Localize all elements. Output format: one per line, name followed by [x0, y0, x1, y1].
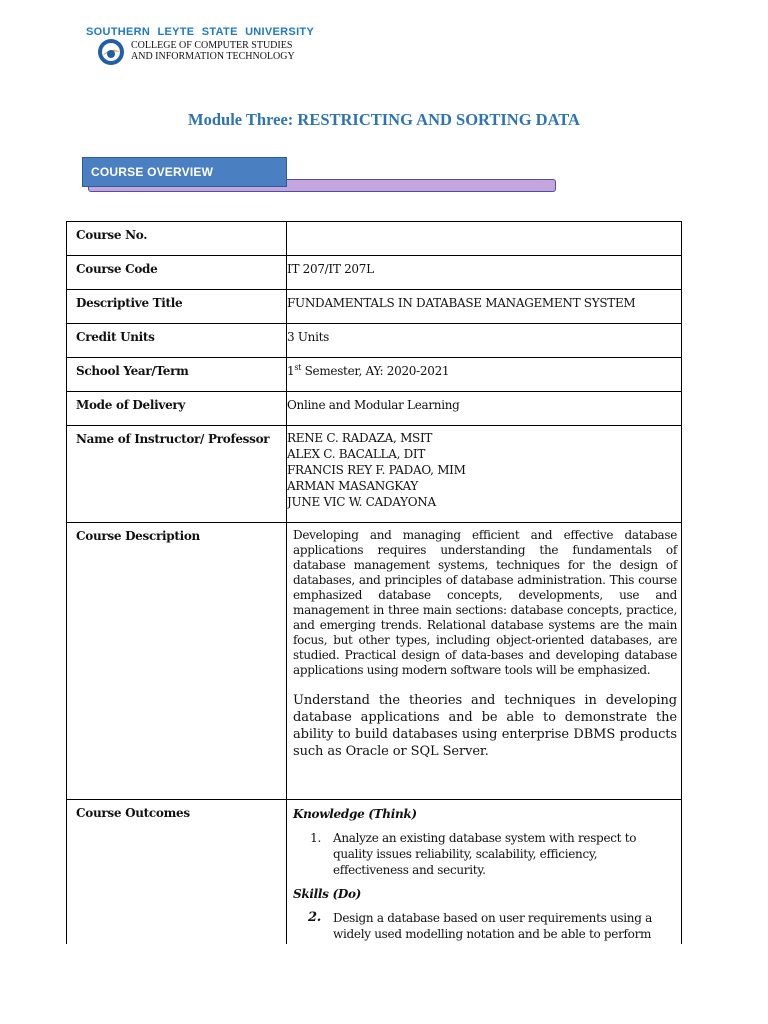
- instructor-name: ARMAN MASANGKAY: [287, 479, 418, 493]
- instructors-value: [287, 426, 682, 523]
- outcome-text: Design a database based on user requirements using a widely used modelling notation and be able to perform: [333, 911, 652, 941]
- description-value: [287, 523, 682, 800]
- row-instructors: [67, 426, 682, 523]
- school-year-text: Semester, AY: 2020-2021: [301, 364, 450, 378]
- descriptive-title-value: FUNDAMENTALS IN DATABASE MANAGEMENT SYSTEM: [287, 290, 682, 324]
- outcome-number: 2.: [308, 910, 321, 925]
- skills-heading: Skills (Do): [293, 887, 362, 901]
- university-logo-icon: [97, 38, 125, 66]
- outcome-item-2: [287, 910, 681, 942]
- outcome-item-1: [287, 830, 681, 878]
- row-credit-units: [67, 324, 682, 358]
- row-descriptive-title: [67, 290, 682, 324]
- module-title: Module Three: RESTRICTING AND SORTING DATA: [188, 110, 580, 129]
- ordinal-number: 1: [287, 364, 295, 378]
- mode-label: Mode of Delivery: [67, 392, 287, 426]
- overview-label: COURSE OVERVIEW: [91, 165, 214, 179]
- college-name: [131, 40, 295, 62]
- knowledge-heading: Knowledge (Think): [293, 807, 417, 821]
- course-code-label: Course Code: [67, 256, 287, 290]
- row-course-no: [67, 222, 682, 256]
- row-mode: [67, 392, 682, 426]
- ordinal-suffix: st: [294, 363, 302, 372]
- outcome-number: 1.: [310, 831, 321, 845]
- college-line-2: AND INFORMATION TECHNOLOGY: [131, 51, 295, 62]
- course-no-value: [287, 222, 682, 256]
- instructors-label: Name of Instructor/ Professor: [67, 426, 287, 523]
- course-no-label: Course No.: [67, 222, 287, 256]
- instructor-name: FRANCIS REY F. PADAO, MIM: [287, 463, 466, 477]
- course-info-table: [66, 221, 682, 944]
- description-paragraph-1: Developing and managing efficient and effective database applications requires understanding the fundamentals of database management systems, techniques for the design of databases, and principles of database administration. This course emphasized database concepts, developments, use and management in three main sections: database concepts, practice, and emerging trends. Relational database systems are the main focus, but other types, including object-oriented databases, are studied. Practical design of data-bases and developing database applications using modern software tools will be emphasized.: [293, 528, 677, 677]
- college-line-1: COLLEGE OF COMPUTER STUDIES: [131, 40, 293, 51]
- course-code-value: IT 207/IT 207L: [287, 256, 682, 290]
- row-school-year: [67, 358, 682, 392]
- credit-units-value: 3 Units: [287, 324, 682, 358]
- outcomes-label: Course Outcomes: [67, 800, 287, 944]
- row-description: [67, 523, 682, 800]
- instructor-name: JUNE VIC W. CADAYONA: [287, 495, 436, 509]
- school-year-label: School Year/Term: [67, 358, 287, 392]
- mode-value: Online and Modular Learning: [287, 392, 682, 426]
- school-year-value: [287, 358, 682, 392]
- row-course-code: [67, 256, 682, 290]
- outcome-text: Analyze an existing database system with respect to quality issues reliability, scalability, efficiency, effectiveness and security.: [333, 831, 637, 877]
- university-name: SOUTHERN LEYTE STATE UNIVERSITY: [86, 26, 315, 38]
- row-outcomes: [67, 800, 682, 944]
- description-label: Course Description: [67, 523, 287, 800]
- description-paragraph-2: Understand the theories and techniques in developing database applications and be able to demonstrate the ability to build databases using enterprise DBMS products such as Oracle or SQL Server.: [293, 693, 677, 759]
- instructor-name: ALEX C. BACALLA, DIT: [287, 447, 426, 461]
- instructor-name: RENE C. RADAZA, MSIT: [287, 431, 433, 445]
- descriptive-title-label: Descriptive Title: [67, 290, 287, 324]
- outcomes-value: [287, 800, 682, 944]
- credit-units-label: Credit Units: [67, 324, 287, 358]
